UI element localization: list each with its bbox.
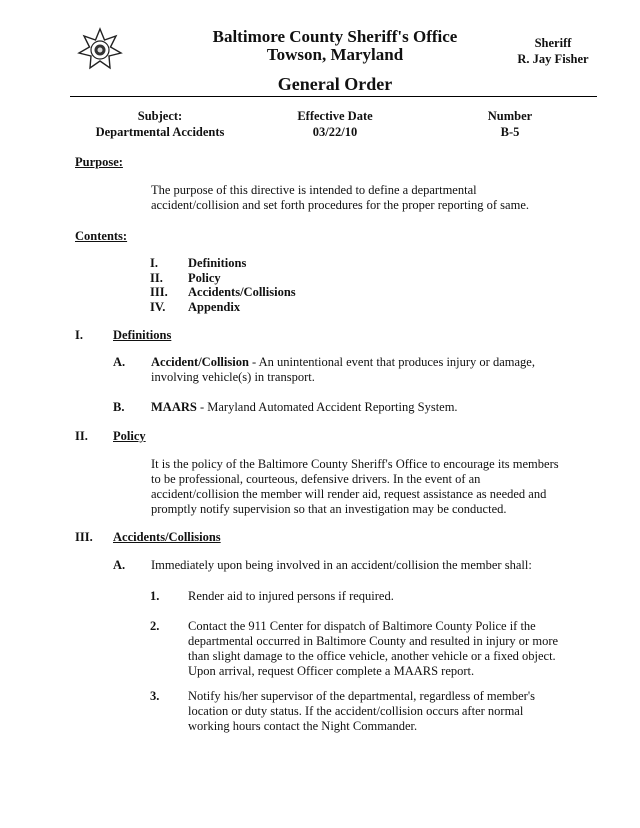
- effective-date-block: [270, 108, 400, 140]
- policy-line: promptly notify supervision so that an investigation may be conducted.: [151, 502, 507, 516]
- subject-label: Subject:: [137, 109, 183, 123]
- accidents-heading: Accidents/Collisions: [113, 530, 221, 544]
- contents-heading: Contents:: [75, 229, 128, 243]
- definitions-heading: Definitions: [113, 328, 172, 342]
- definitions-section-number: I.: [75, 328, 83, 342]
- definition-b-text: - Maryland Automated Accident Reporting System.: [196, 400, 458, 414]
- sheriff-name: R. Jay Fisher: [517, 52, 589, 66]
- purpose-text: [151, 183, 529, 213]
- contents-item-number: III.: [150, 285, 168, 300]
- step-number: 3.: [150, 689, 160, 703]
- step-line: location or duty status. If the accident/collision occurs after normal: [188, 704, 524, 718]
- step-line: Notify his/her supervisor of the departmental, regardless of member's: [188, 689, 535, 703]
- effective-date-value: 03/22/10: [312, 125, 358, 139]
- step-line: working hours contact the Night Commander.: [188, 719, 418, 733]
- contents-list: [150, 256, 296, 314]
- purpose-line: The purpose of this directive is intended to define a departmental: [151, 183, 477, 197]
- step-line: Render aid to injured persons if required.: [188, 589, 394, 603]
- definition-a: [151, 355, 535, 385]
- number-value: B-5: [500, 125, 520, 139]
- office-location: Towson, Maryland: [266, 45, 404, 64]
- policy-line: It is the policy of the Baltimore County Sheriff's Office to encourage its members: [151, 457, 559, 471]
- definition-a-text: - An unintentional event that produces injury or damage,: [248, 355, 535, 369]
- contents-item: [150, 256, 296, 271]
- policy-line: accident/collision the member will render aid, request assistance as needed and: [151, 487, 547, 501]
- definition-a-text-cont: involving vehicle(s) in transport.: [151, 370, 315, 384]
- sheriff-star-badge-icon: [77, 27, 123, 73]
- purpose-line: accident/collision and set forth procedures for the proper reporting of same.: [151, 198, 529, 212]
- contents-item-label: Accidents/Collisions: [188, 285, 296, 300]
- document-type: General Order: [277, 74, 393, 94]
- definition-b-term: MAARS: [151, 400, 197, 414]
- policy-section-number: II.: [75, 429, 88, 443]
- contents-item-label: Definitions: [188, 256, 247, 270]
- step-line: than slight damage to the office vehicle, another vehicle or a fixed object.: [188, 649, 556, 663]
- step-text: [188, 689, 535, 734]
- contents-item-label: Policy: [188, 270, 221, 285]
- definition-b-letter: B.: [113, 400, 125, 414]
- number-label: Number: [487, 109, 533, 123]
- contents-item-number: II.: [150, 270, 163, 285]
- step-number: 2.: [150, 619, 160, 633]
- accidents-section-number: III.: [75, 530, 93, 544]
- policy-text: [151, 457, 559, 517]
- contents-item: [150, 285, 296, 300]
- contents-item-number: IV.: [150, 299, 166, 314]
- policy-line: to be professional, courteous, defensive drivers. In the event of an: [151, 472, 481, 486]
- step-line: Contact the 911 Center for dispatch of Baltimore County Police if the: [188, 619, 536, 633]
- contents-item: [150, 271, 296, 286]
- step-text: [188, 619, 558, 679]
- step-number: 1.: [150, 589, 160, 603]
- subject-block: [80, 108, 240, 140]
- definition-a-letter: A.: [113, 355, 126, 369]
- definition-a-term: Accident/Collision: [151, 355, 249, 369]
- purpose-heading: Purpose:: [75, 155, 123, 169]
- effective-date-label: Effective Date: [297, 109, 373, 123]
- sheriff-label: Sheriff: [534, 36, 572, 50]
- step-text: [188, 589, 394, 604]
- accidents-a-letter: A.: [113, 558, 126, 572]
- policy-heading: Policy: [113, 429, 146, 443]
- office-title: Baltimore County Sheriff's Office: [212, 27, 458, 46]
- definition-b: [151, 400, 458, 415]
- header-divider: [70, 96, 597, 97]
- contents-item-label: Appendix: [188, 299, 241, 314]
- accidents-a-text: Immediately upon being involved in an accident/collision the member shall:: [151, 558, 532, 572]
- step-line: Upon arrival, request Officer complete a MAARS report.: [188, 664, 475, 678]
- contents-item: [150, 300, 296, 315]
- step-line: departmental occurred in Baltimore County and resulted in injury or more: [188, 634, 559, 648]
- subject-value: Departmental Accidents: [95, 125, 225, 139]
- contents-item-number: I.: [150, 256, 158, 270]
- number-block: [470, 108, 550, 140]
